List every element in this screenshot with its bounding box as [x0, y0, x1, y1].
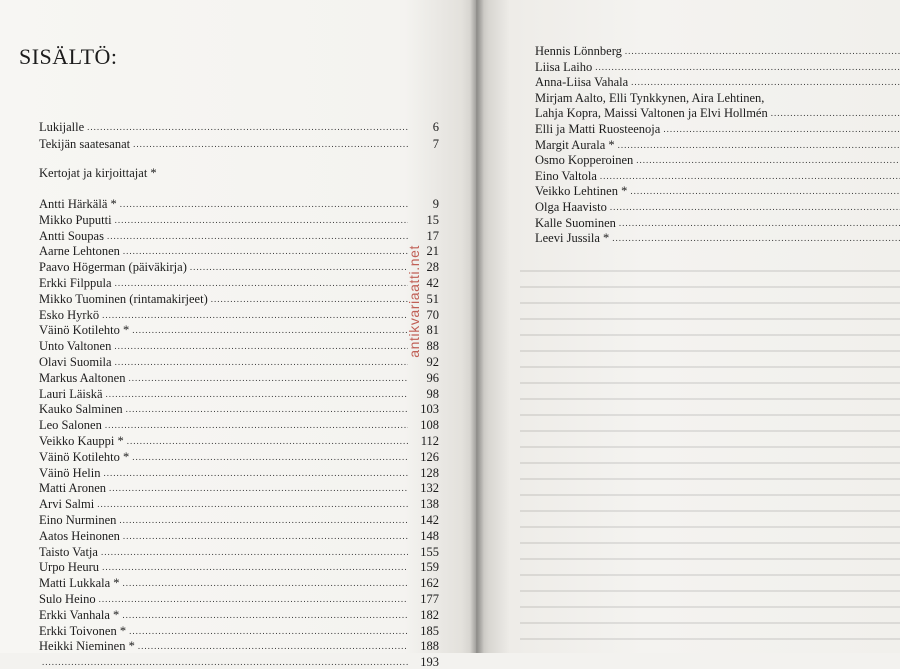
section-label: Kertojat ja kirjoittajat *: [39, 166, 157, 180]
toc-entry-page: 7: [432, 137, 439, 151]
dot-leader: [109, 481, 408, 495]
dot-leader: [105, 418, 408, 432]
toc-entry-title: Väinö Kotilehto *: [39, 323, 130, 338]
toc-entry-page: 17: [426, 228, 439, 243]
toc-entry-page: 28: [426, 260, 439, 275]
toc-entry: [39, 416, 439, 432]
toc-entry-title: Anna-Liisa Vahala: [535, 75, 629, 90]
toc-entry-title: Mikko Tuominen (rintamakirjeet): [39, 291, 208, 306]
toc-entry-title: Markus Aaltonen: [39, 370, 126, 385]
toc-entry-page: 6: [432, 120, 439, 134]
dot-leader: [115, 355, 408, 369]
toc-entry-title: Sulo Heino: [39, 592, 96, 606]
toc-entry-page: 177: [420, 592, 439, 606]
toc-entry: [39, 511, 439, 527]
toc-entry-page: 185: [420, 623, 439, 638]
toc-entry-title: Elli ja Matti Ruosteenoja: [535, 122, 661, 136]
toc-entry: [535, 229, 900, 245]
toc-entry: [39, 543, 439, 559]
toc-entry: [535, 42, 900, 58]
book-gutter: [470, 0, 484, 653]
toc-entry: [39, 274, 439, 290]
toc-entry: [535, 182, 900, 198]
toc-entry-title: Lahja Kopra, Maissi Valtonen ja Elvi Hollmén: [535, 106, 768, 121]
toc-entry-page: 9: [432, 197, 439, 211]
toc-entry-page: 88: [426, 339, 439, 354]
toc-entry-page: 126: [420, 449, 439, 464]
dot-leader: [610, 200, 900, 214]
toc-entry-page: 51: [426, 291, 439, 306]
toc-entry: [535, 120, 900, 136]
dot-leader: [97, 497, 408, 511]
toc-entry: [535, 167, 900, 183]
toc-entry-page: 132: [420, 481, 439, 496]
toc-entry-title: Leevi Jussila *: [535, 231, 610, 246]
toc-entry-title: Väinö Helin: [39, 465, 101, 480]
toc-entry: [535, 151, 900, 167]
toc-entry: [39, 637, 439, 653]
toc-entry-title: Olavi Suomila: [39, 355, 112, 369]
toc-entry-page: 103: [420, 402, 439, 417]
toc-entry: [39, 558, 439, 574]
toc-entry: [39, 306, 439, 322]
toc-entry-page: 138: [420, 497, 439, 512]
dot-leader: [663, 122, 900, 136]
toc-entry: [39, 653, 439, 669]
toc-entry-title: Väinö Kotilehto *: [39, 449, 130, 464]
toc-entry: [39, 369, 439, 385]
toc-entry-title: Eino Nurminen: [39, 513, 117, 527]
toc-entry: [535, 73, 900, 89]
dot-leader: [126, 402, 408, 416]
toc-entry-page: 98: [426, 386, 439, 401]
toc-entry-page: 21: [426, 244, 439, 259]
toc-entry-title: Erkki Filppula: [39, 276, 112, 290]
dot-leader: [101, 545, 408, 559]
toc-entry: [39, 321, 439, 337]
dot-leader: [132, 323, 408, 337]
toc-entry-title: Matti Lukkala *: [39, 576, 120, 591]
toc-entry-page: 148: [420, 528, 439, 543]
dot-leader: [99, 592, 408, 606]
dot-leader: [115, 276, 408, 290]
dot-leader: [636, 153, 900, 167]
toc-entry-title: Leo Salonen: [39, 418, 102, 433]
toc-entry: [535, 214, 900, 230]
dot-leader: [600, 169, 900, 183]
dot-leader: [132, 450, 408, 464]
toc-entry: [39, 606, 439, 622]
toc-entry-title: Lauri Läiskä: [39, 386, 103, 401]
toc-entry-title: Aarne Lehtonen: [39, 244, 120, 259]
toc-entry: [39, 211, 439, 227]
toc-entry: [39, 242, 439, 258]
toc-entry-page: 42: [426, 276, 439, 290]
toc-entry-title: Kalle Suominen: [535, 215, 616, 230]
toc-entry-title: Esko Hyrkö: [39, 307, 100, 322]
toc-entry-title: Antti Soupas: [39, 228, 104, 243]
toc-entry-title: Aatos Heinonen: [39, 528, 120, 543]
toc-entry: [39, 337, 439, 353]
toc-entry: [535, 198, 900, 214]
toc-entry-title: Osmo Kopperoinen: [535, 153, 634, 168]
toc-entry-page: 96: [426, 370, 439, 385]
toc-entry-title: Veikko Kauppi *: [39, 434, 124, 448]
toc-entry-page: 81: [426, 323, 439, 338]
dot-leader: [612, 231, 900, 245]
toc-entry-title: Urpo Heuru: [39, 560, 100, 575]
toc-entry-page: 92: [426, 355, 439, 369]
dot-leader: [120, 197, 408, 211]
toc-entry-title: Paavo Högerman (päiväkirja): [39, 260, 187, 275]
dot-leader: [102, 560, 408, 574]
dot-leader: [123, 529, 408, 543]
toc-entry: [39, 495, 439, 511]
toc-entry-title: Erkki Vanhala *: [39, 607, 120, 622]
dot-leader: [138, 639, 408, 653]
toc-entry-page: 182: [420, 607, 439, 622]
toc-entry: [39, 448, 439, 464]
toc-entry-page: 188: [420, 639, 439, 654]
dot-leader: [123, 576, 408, 590]
dot-leader: [190, 260, 408, 274]
toc-entry-title: Matti Aronen: [39, 481, 107, 496]
dot-leader: [211, 292, 408, 306]
dot-leader: [123, 244, 408, 258]
contents-heading: SISÄLTÖ:: [19, 44, 118, 69]
toc-entry: [39, 432, 439, 448]
toc-entry-title: Heikki Nieminen *: [39, 639, 135, 654]
toc-entry-page: 108: [420, 418, 439, 433]
toc-entry-title: Hennis Lönnberg: [535, 44, 622, 58]
toc-entry-page: 142: [420, 513, 439, 527]
toc-entry: [39, 400, 439, 416]
dot-leader: [631, 75, 900, 89]
toc-entry-title: Mirjam Aalto, Elli Tynkkynen, Aira Lehtinen,: [535, 90, 765, 105]
dot-leader: [630, 184, 900, 198]
dot-leader: [114, 339, 408, 353]
dot-leader: [42, 655, 408, 669]
toc-entry: [39, 574, 439, 590]
toc-entry-title: Kauko Salminen: [39, 402, 123, 417]
toc-entry: [39, 479, 439, 495]
toc-entry: [535, 136, 900, 152]
toc-entry-title: Veikko Lehtinen *: [535, 184, 628, 199]
toc-entry: [535, 104, 900, 120]
dot-leader: [115, 213, 408, 227]
toc-entry: [39, 385, 439, 401]
dot-leader: [106, 387, 408, 401]
dot-leader: [133, 137, 408, 151]
toc-entry: [39, 527, 439, 543]
toc-entry-page: 128: [420, 465, 439, 480]
dot-leader: [119, 513, 408, 527]
toc-entry: [39, 622, 439, 638]
toc-entry-page: 112: [420, 434, 439, 448]
toc-entry-title: Taisto Vatja: [39, 544, 98, 559]
dot-leader: [127, 434, 408, 448]
toc-entry-title: Lukijalle: [39, 120, 85, 134]
dot-leader: [128, 371, 408, 385]
toc-entry-page: 70: [426, 307, 439, 322]
dot-leader: [625, 44, 900, 58]
dot-leader: [771, 106, 900, 120]
toc-entry-page: 193: [420, 655, 439, 669]
dot-leader: [107, 229, 408, 243]
dot-leader: [87, 120, 408, 134]
watermark-text: antikvariaatti.net: [406, 245, 422, 358]
toc-entry-page: 159: [420, 560, 439, 575]
dot-leader: [102, 308, 408, 322]
toc-entry-page: 15: [426, 212, 439, 227]
toc-entry: [39, 353, 439, 369]
dot-leader: [595, 60, 900, 74]
toc-entry-title: Unto Valtonen: [39, 339, 112, 354]
dot-leader: [122, 608, 408, 622]
dot-leader: [618, 138, 900, 152]
dot-leader: [103, 466, 408, 480]
toc-entry: [39, 464, 439, 480]
toc-entry-title: Eino Valtola: [535, 168, 597, 183]
toc-entry-page: 162: [420, 576, 439, 591]
dot-leader: [129, 624, 408, 638]
toc-entry: [39, 135, 439, 151]
toc-entry: [39, 118, 439, 134]
toc-entry: [39, 590, 439, 606]
toc-entry-title: Arvi Salmi: [39, 497, 95, 512]
toc-entry: [39, 195, 439, 211]
toc-entry-title: Olga Haavisto: [535, 200, 607, 214]
toc-entry: [39, 227, 439, 243]
toc-entry-title: Erkki Toivonen *: [39, 623, 127, 638]
toc-entry-title: Margit Aurala *: [535, 137, 615, 152]
toc-entry-page: 155: [420, 544, 439, 559]
toc-entry-title: Mikko Puputti: [39, 212, 112, 227]
dot-leader: [619, 216, 900, 230]
toc-entry: [39, 290, 439, 306]
toc-entry-title: Tekijän saatesanat: [39, 137, 131, 151]
show-through-text: [520, 270, 900, 650]
toc-entry-title: Liisa Laiho: [535, 59, 593, 74]
toc-entry: [39, 258, 439, 274]
toc-entry: [535, 58, 900, 74]
toc-entry-title: Antti Härkälä *: [39, 197, 117, 211]
